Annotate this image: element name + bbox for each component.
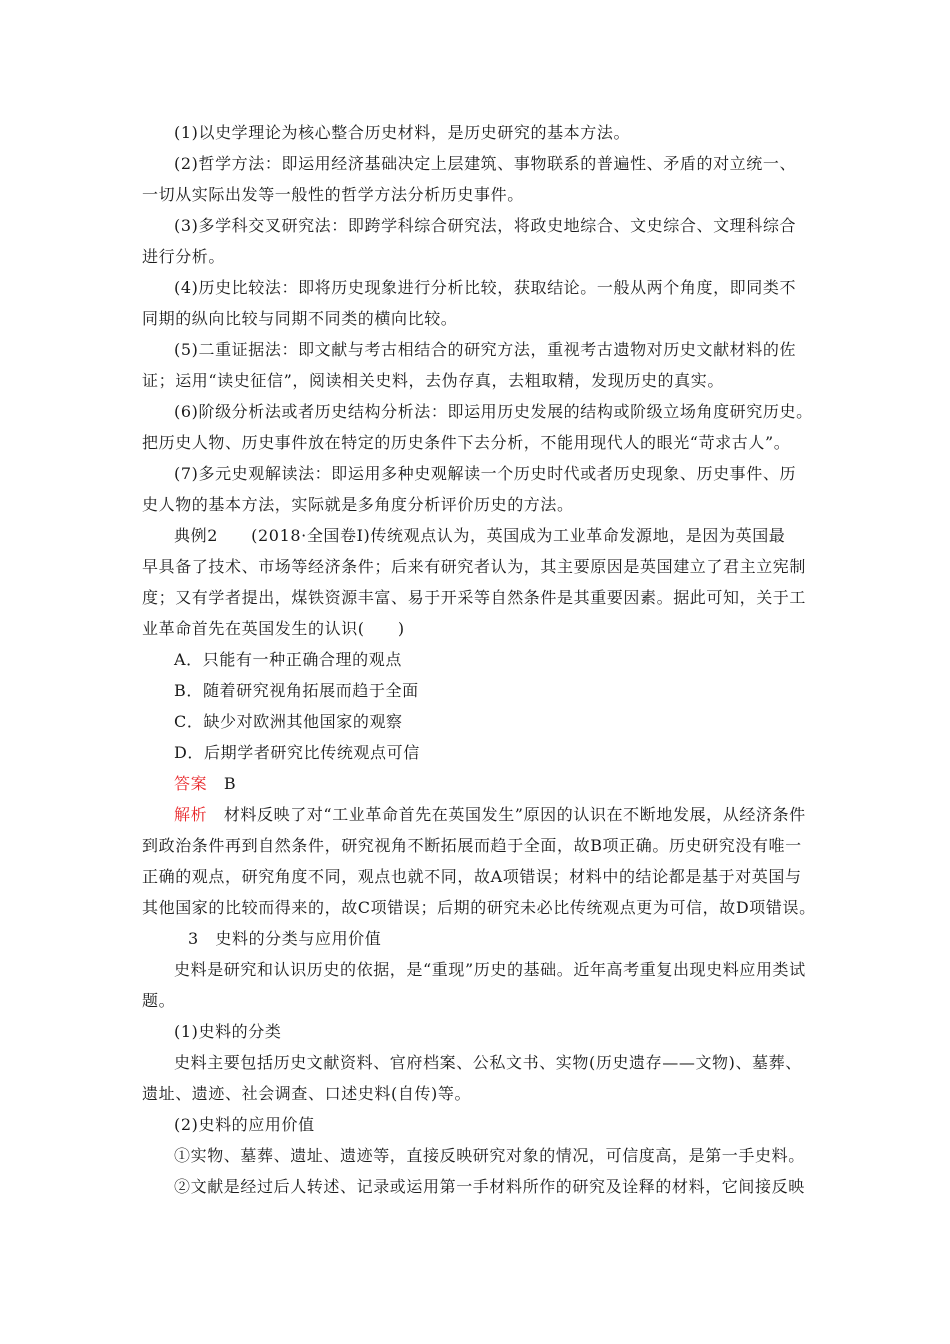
method-2-cont: 一切从实际出发等一般性的哲学方法分析历史事件。 [142, 185, 524, 204]
method-5-cont: 证；运用“读史征信”，阅读相关史料，去伪存真，去粗取精，发现历史的真实。 [142, 371, 724, 390]
classification-text-cont: 遗址、遗迹、社会调查、口述史料(自传)等。 [142, 1084, 472, 1103]
analysis-text: 材料反映了对“工业革命首先在英国发生”原因的认识在不断地发展，从经济条件 [223, 805, 806, 824]
value-item-1: ①实物、墓葬、遗址、遗迹等，直接反映研究对象的情况，可信度高，是第一手史料。 [174, 1146, 805, 1165]
subheading-classification: (1)史料的分类 [174, 1022, 282, 1041]
option-a: A．只能有一种正确合理的观点 [174, 650, 402, 669]
method-3-cont: 进行分析。 [142, 247, 226, 266]
example-question-cont-1: 早具备了技术、市场等经济条件；后来有研究者认为，其主要原因是英国建立了君主立宪制 [142, 557, 807, 576]
analysis-cont-3: 其他国家的比较而得来的，故C项错误；后期的研究未必比传统观点更为可信，故D项错误。 [142, 898, 816, 917]
example-question-cont-2: 度；又有学者提出，煤铁资源丰富、易于开采等自然条件是其重要因素。据此可知，关于工 [142, 588, 807, 607]
analysis-cont-1: 到政治条件再到自然条件，研究视角不断拓展而趋于全面，故B项正确。历史研究没有唯一 [142, 836, 802, 855]
option-d: D．后期学者研究比传统观点可信 [174, 743, 420, 762]
option-b: B．随着研究视角拓展而趋于全面 [174, 681, 419, 700]
method-6-cont: 把历史人物、历史事件放在特定的历史条件下去分析，不能用现代人的眼光“苛求古人”。 [142, 433, 791, 452]
analysis-label: 解析 [174, 805, 208, 824]
method-1: (1)以史学理论为核心整合历史材料，是历史研究的基本方法。 [174, 123, 631, 142]
answer-line [174, 773, 236, 795]
method-6: (6)阶级分析法或者历史结构分析法：即运用历史发展的结构或阶级立场角度研究历史。 [174, 402, 813, 421]
classification-text: 史料主要包括历史文献资料、官府档案、公私文书、实物(历史遗存——文物)、墓葬、 [174, 1053, 802, 1072]
method-3: (3)多学科交叉研究法：即跨学科综合研究法，将政史地综合、文史综合、文理科综合 [174, 216, 797, 235]
method-7-cont: 史人物的基本方法，实际就是多角度分析评价历史的方法。 [142, 495, 574, 514]
answer-label: 答案 [174, 774, 208, 793]
method-4: (4)历史比较法：即将历史现象进行分析比较，获取结论。一般从两个角度，即同类不 [174, 278, 797, 297]
example-question: 典例2 (2018·全国卷Ⅰ)传统观点认为，英国成为工业革命发源地，是因为英国最 [174, 526, 786, 545]
section-intro: 史料是研究和认识历史的依据，是“重现”历史的基础。近年高考重复出现史料应用类试 [174, 960, 806, 979]
option-c: C．缺少对欧洲其他国家的观察 [174, 712, 403, 731]
method-7: (7)多元史观解读法：即运用多种史观解读一个历史时代或者历史现象、历史事件、历 [174, 464, 797, 483]
analysis-cont-2: 正确的观点，研究角度不同，观点也就不同，故A项错误；材料中的结论都是基于对英国与 [142, 867, 802, 886]
section-heading: 3 史料的分类与应用价值 [188, 929, 382, 948]
subheading-value: (2)史料的应用价值 [174, 1115, 315, 1134]
section-intro-cont: 题。 [142, 991, 176, 1010]
method-5: (5)二重证据法：即文献与考古相结合的研究方法，重视考古遗物对历史文献材料的佐 [174, 340, 797, 359]
analysis-line [174, 804, 806, 826]
method-4-cont: 同期的纵向比较与同期不同类的横向比较。 [142, 309, 458, 328]
answer-value: B [223, 774, 237, 793]
example-question-cont-3: 业革命首先在英国发生的认识( ) [142, 619, 405, 638]
value-item-2: ②文献是经过后人转述、记录或运用第一手材料所作的研究及诠释的材料，它间接反映 [174, 1177, 805, 1196]
method-2: (2)哲学方法：即运用经济基础决定上层建筑、事物联系的普遍性、矛盾的对立统一、 [174, 154, 797, 173]
